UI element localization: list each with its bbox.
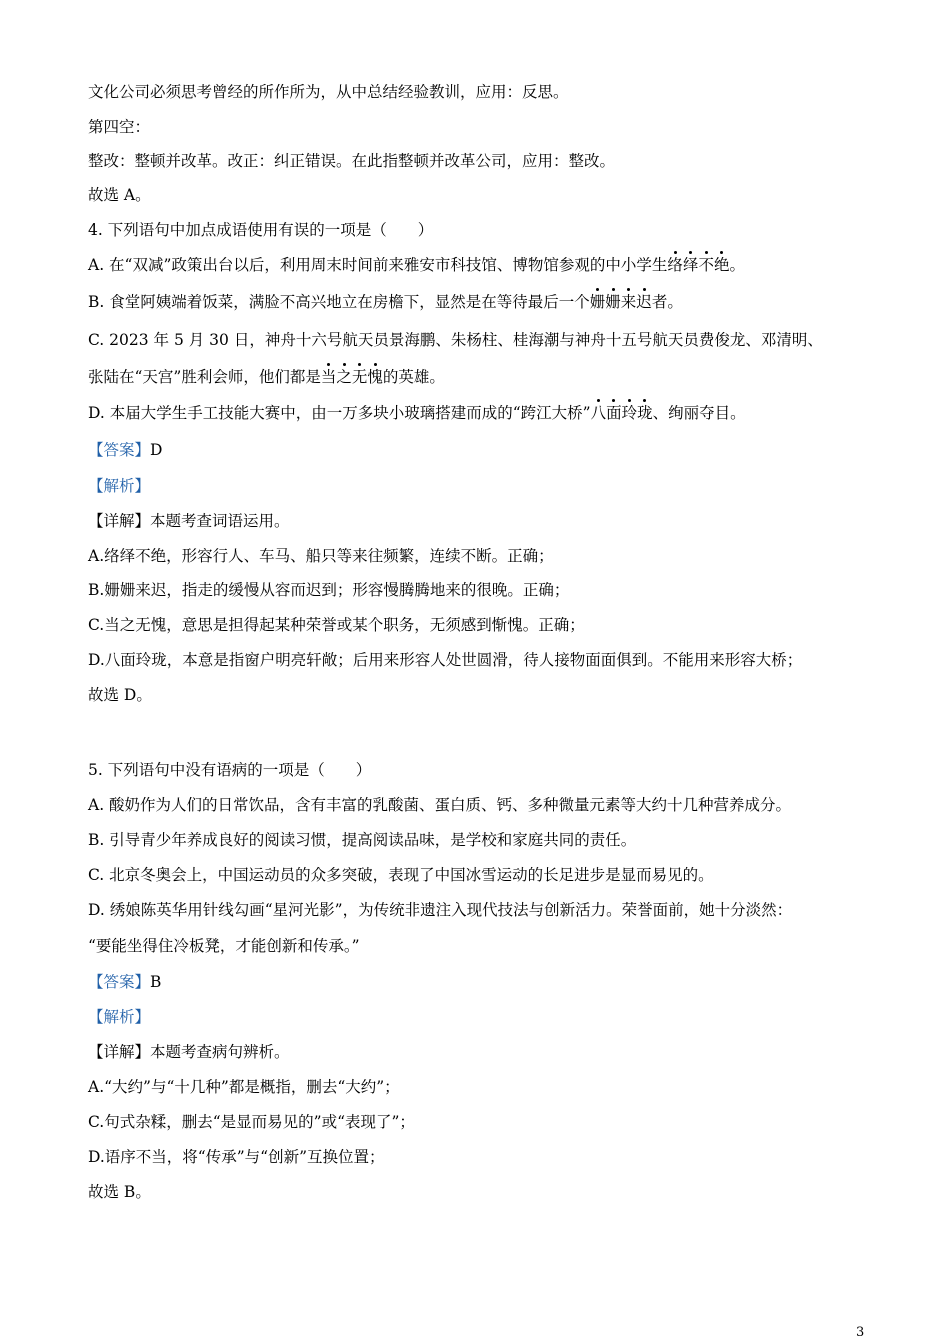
explanation-line: D.语序不当，将“传承”与“创新”互换位置；	[88, 1148, 385, 1166]
question-4-option-d	[88, 403, 746, 423]
option-text: 的英雄。	[382, 368, 445, 386]
answer-value: D	[150, 441, 163, 459]
question-4-option-c-line1: C. 2023 年 5 月 30 日，神舟十六号航天员景海鹏、朱杨柱、桂海潮与神舟十五号航天员费俊龙、邓清明、	[88, 331, 823, 349]
emphasis-char: 珑	[637, 404, 653, 422]
question-5-option: A. 酸奶作为人们的日常饮品，含有丰富的乳酸菌、蛋白质、钙、多种微量元素等大约十几种营养成分。	[88, 796, 792, 814]
question-4-option-b	[88, 292, 683, 312]
option-text: 张陆在“天宫”胜利会师，他们都是	[88, 368, 321, 386]
question-5-option: D. 绣娘陈英华用针线勾画“星河光影”，为传统非遗注入现代技法与创新活力。荣誉面前，她十分淡然：	[88, 901, 793, 919]
emphasis-char: 八	[590, 404, 607, 422]
option-text: 者。	[651, 293, 683, 311]
option-text: B. 食堂阿姨端着饭菜，满脸不高兴地立在房檐下，显然是在等待最后一个	[88, 293, 590, 311]
analysis-tag: 【解析】	[88, 477, 151, 495]
question-4-option-a	[88, 255, 745, 275]
explanation-line: C.当之无愧，意思是担得起某种荣誉或某个职务，无须感到惭愧。正确；	[88, 616, 585, 634]
option-text: D. 本届大学生手工技能大赛中，由一万多块小玻璃搭建而成的“跨江大桥”	[88, 404, 591, 422]
text-line: 文化公司必须思考曾经的所作所为，从中总结经验教训，应用：反思。	[88, 83, 569, 101]
emphasis-char: 来	[620, 293, 637, 311]
emphasis-char: 愧	[367, 368, 383, 386]
analysis-tag: 【解析】	[88, 1008, 151, 1026]
emphasis-char: 之	[336, 368, 352, 386]
emphasis-char: 不	[698, 256, 714, 274]
question-5-option: C. 北京冬奥会上，中国运动员的众多突破，表现了中国冰雪运动的长足进步是显而易见的。	[88, 866, 714, 884]
emphasis-char: 绎	[682, 256, 699, 274]
question-5-analysis	[88, 1007, 150, 1027]
text-line: 整改：整顿并改革。改正：纠正错误。在此指整顿并改革公司，应用：整改。	[88, 152, 616, 170]
text-line: 第四空：	[88, 118, 151, 136]
detail-tag: 【详解】	[88, 1043, 151, 1061]
question-4-stem: 4. 下列语句中加点成语使用有误的一项是（ ）	[88, 221, 434, 239]
explanation-line: A.络绎不绝，形容行人、车马、船只等来往频繁，连续不断。正确；	[88, 547, 554, 565]
question-5-stem: 5. 下列语句中没有语病的一项是（ ）	[88, 761, 372, 779]
option-text: A. 在“双减”政策出台以后，利用周末时间前来雅安市科技馆、博物馆参观的中小学生	[88, 256, 668, 274]
answer-value: B	[150, 973, 162, 991]
emphasis-char: 当	[320, 368, 337, 386]
detail-tag: 【详解】	[88, 512, 151, 530]
detail-text: 本题考查病句辨析。	[150, 1043, 290, 1061]
emphasis-char: 玲	[621, 404, 638, 422]
question-5-detail	[88, 1042, 290, 1062]
explanation-line: D.八面玲珑，本意是指窗户明亮轩敞；后用来形容人处世圆滑，待人接物面面俱到。不能用来形容大桥；	[88, 651, 803, 669]
option-text: 、绚丽夺目。	[652, 404, 746, 422]
question-5-answer	[88, 972, 161, 992]
explanation-line: A.“大约”与“十几种”都是概指，删去“大约”；	[88, 1078, 400, 1096]
emphasis-char: 迟	[636, 293, 652, 311]
emphasis-char: 无	[351, 368, 368, 386]
page-number: 3	[856, 1325, 865, 1340]
conclusion: 故选 D。	[88, 686, 152, 704]
answer-tag: 【答案】	[88, 973, 151, 991]
emphasis-char: 绝	[713, 256, 730, 274]
conclusion: 故选 B。	[88, 1183, 151, 1201]
text-line: 故选 A。	[88, 186, 151, 204]
question-5-option: “要能坐得住冷板凳，才能创新和传承。”	[88, 937, 360, 955]
explanation-line: C.句式杂糅，删去“是显而易见的”或“表现了”；	[88, 1113, 415, 1131]
question-4-answer	[88, 440, 162, 460]
emphasis-char: 姗	[589, 293, 606, 311]
emphasis-char: 络	[667, 256, 683, 274]
explanation-line: B.姗姗来迟，指走的缓慢从容而迟到；形容慢腾腾地来的很晚。正确；	[88, 581, 570, 599]
question-4-option-c-line2	[88, 367, 445, 387]
answer-tag: 【答案】	[88, 441, 151, 459]
emphasis-char: 姗	[605, 293, 621, 311]
question-4-analysis	[88, 476, 150, 496]
detail-text: 本题考查词语运用。	[150, 512, 290, 530]
option-text: 。	[729, 256, 745, 274]
emphasis-char: 面	[606, 404, 622, 422]
question-4-detail	[88, 511, 290, 531]
question-5-option: B. 引导青少年养成良好的阅读习惯，提高阅读品味，是学校和家庭共同的责任。	[88, 831, 637, 849]
